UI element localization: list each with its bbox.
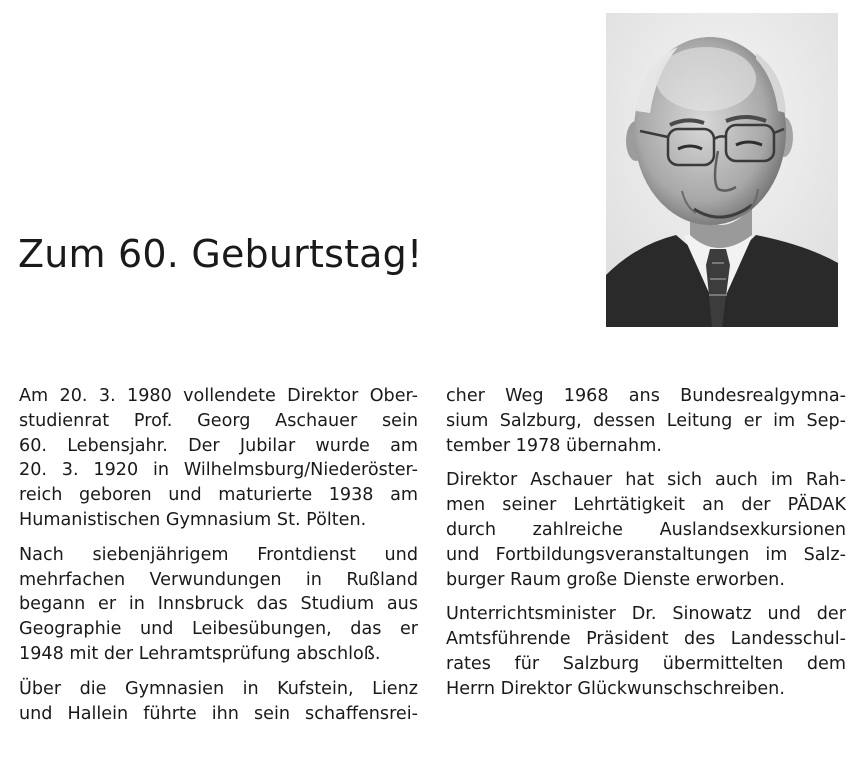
portrait-photo-icon xyxy=(606,13,838,327)
text-line: Nach siebenjährigem Frontdienst und xyxy=(19,544,418,565)
text-line: und Hallein führte ihn sein schaffensrei- xyxy=(19,703,418,724)
paragraph xyxy=(19,384,418,533)
paragraph xyxy=(19,543,418,667)
text-line: Über die Gymnasien in Kufstein, Lienz xyxy=(19,678,418,699)
text-line: Humanistischen Gymnasium St. Pölten. xyxy=(19,509,367,530)
text-line: 20. 3. 1920 in Wilhelmsburg/Niederöster- xyxy=(19,460,418,481)
paragraph xyxy=(446,384,846,458)
text-line: Unterrichtsminister Dr. Sinowatz und der xyxy=(446,604,846,625)
text-line: und Fortbildungsveranstaltungen im Salz- xyxy=(446,544,846,565)
text-line: 1948 mit der Lehramtsprüfung abschloß. xyxy=(19,643,381,664)
text-line: burger Raum große Dienste erworben. xyxy=(446,569,785,590)
paragraph xyxy=(446,468,846,592)
text-line: cher Weg 1968 ans Bundesrealgymna- xyxy=(446,386,846,406)
text-line: reich geboren und maturierte 1938 am xyxy=(19,485,418,506)
text-line: Direktor Aschauer hat sich auch im Rah- xyxy=(446,470,846,491)
text-line: begann er in Innsbruck das Studium aus xyxy=(19,594,418,615)
text-line: Herrn Direktor Glückwunschschreiben. xyxy=(446,678,785,699)
text-line: Amtsführende Präsident des Landesschul- xyxy=(446,629,846,650)
text-line: sium Salzburg, dessen Leitung er im Sep- xyxy=(446,410,846,431)
text-line: Geographie und Leibesübungen, das er xyxy=(19,619,418,640)
page-title: Zum 60. Geburtstag! xyxy=(18,232,423,276)
paragraph xyxy=(19,677,418,727)
text-line: tember 1978 übernahm. xyxy=(446,435,662,456)
text-line: studienrat Prof. Georg Aschauer sein xyxy=(19,410,418,431)
text-line: men seiner Lehrtätigkeit an der PÄDAK xyxy=(446,495,846,516)
article-column-right xyxy=(446,384,846,712)
text-line: mehrfachen Verwundungen in Rußland xyxy=(19,569,418,590)
paragraph xyxy=(446,602,846,701)
text-line: durch zahlreiche Auslandsexkursionen xyxy=(446,519,846,540)
text-line: Am 20. 3. 1980 vollendete Direktor Ober- xyxy=(19,386,418,406)
article-column-left xyxy=(19,384,418,736)
text-line: 60. Lebensjahr. Der Jubilar wurde am xyxy=(19,435,418,456)
text-line: rates für Salzburg übermittelten dem xyxy=(446,653,846,674)
portrait-photo xyxy=(606,13,838,327)
